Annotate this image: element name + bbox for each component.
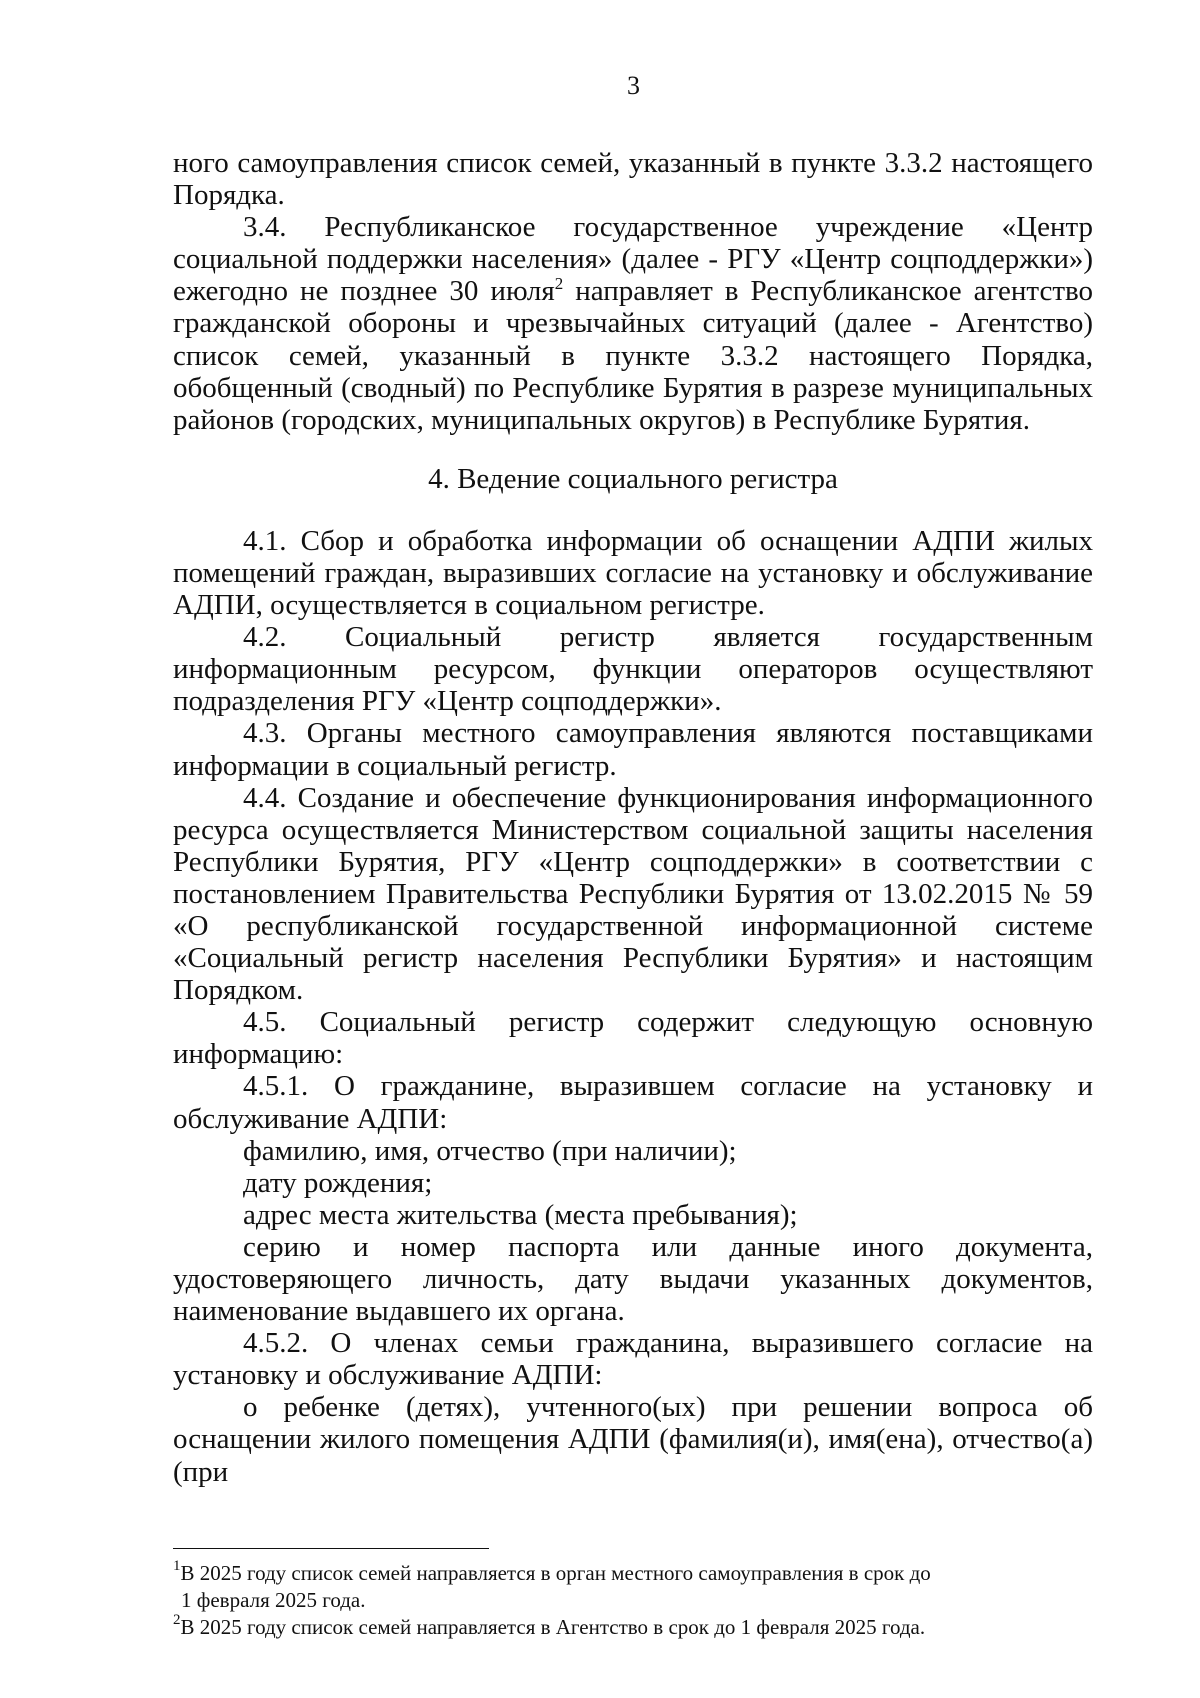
footnotes xyxy=(173,1560,1093,1641)
paragraph-continuation: ного самоуправления список семей, указанный в пункте 3.3.2 настоящего Порядка. xyxy=(173,147,1093,212)
footnote-1-text: В 2025 году список семей направляется в орган местного самоуправления в срок до xyxy=(180,1561,931,1585)
page-number: 3 xyxy=(627,71,640,100)
footnote-2-mark: 2 xyxy=(173,1612,181,1628)
list-item-address: адрес места жительства (места пребывания); xyxy=(243,1198,798,1231)
paragraph-3-4 xyxy=(173,211,1093,436)
spacer xyxy=(173,436,1093,463)
footnote-1-continuation xyxy=(173,1587,1093,1614)
list-item-child: о ребенке (детях), учтенного(ых) при решении вопроса об оснащении жилого помещения АДПИ (фамилия(и), имя(ена), отчество(а) (при xyxy=(173,1391,1093,1488)
paragraph-3-4-text-end: направляет в Республиканское агентство гражданской обороны и чрезвычайных ситуаций (далее - Агентство) список семей, указанный в пункте 3.3.2 настоящего Порядка, обобщенный (сводный) по Республике Бурятия в разрезе муниципальных районов (городских, муниципальных округов) в Республике Бурятия. xyxy=(173,275,1093,436)
paragraph-4-5-2: 4.5.2. О членах семьи гражданина, выразившего согласие на установку и обслуживание АДПИ: xyxy=(173,1327,1093,1392)
footnote-ref-2: 2 xyxy=(554,274,564,294)
paragraph-4-2: 4.2. Социальный регистр является государственным информационным ресурсом, функции операторов осуществляют подразделения РГУ «Центр соцподдержки». xyxy=(173,621,1093,718)
paragraph-4-5-1: 4.5.1. О гражданине, выразившем согласие на установку и обслуживание АДПИ: xyxy=(173,1070,1093,1135)
footnote-2-text: В 2025 году список семей направляется в Агентство в срок до 1 февраля 2025 года. xyxy=(180,1615,926,1639)
paragraph-3-4-text-start: 3.4. Республиканское государственное учреждение «Центр социальной поддержки населения» (далее - РГУ «Центр соцподдержки») ежегодно не позднее 30 июля xyxy=(173,211,1093,308)
footnote-1-mark: 1 xyxy=(173,1558,181,1574)
document-body xyxy=(173,147,1093,1488)
paragraph-4-4: 4.4. Создание и обеспечение функционирования информационного ресурса осуществляется Министерством социальной защиты населения Республики Бурятия, РГУ «Центр соцподдержки» в соответствии с постановлением Правительства Республики Бурятия от 13.02.2015 № 59 «О республиканской государственной информационной системе «Социальный регистр населения Республики Бурятия» и настоящим Порядком. xyxy=(173,781,1093,1007)
paragraph-4-3: 4.3. Органы местного самоуправления являются поставщиками информации в социальный регистр. xyxy=(173,717,1093,782)
footnote-1 xyxy=(173,1560,1093,1587)
footnote-1-text-end: 1 февраля 2025 года. xyxy=(181,1588,366,1612)
paragraph-4-5: 4.5. Социальный регистр содержит следующую основную информацию: xyxy=(173,1006,1093,1071)
footnote-2 xyxy=(173,1614,1093,1641)
paragraph-4-1: 4.1. Сбор и обработка информации об оснащении АДПИ жилых помещений граждан, выразивших согласие на установку и обслуживание АДПИ, осуществляется в социальном регистре. xyxy=(173,524,1093,622)
list-item-passport: серию и номер паспорта или данные иного документа, удостоверяющего личность, дату выдачи указанных документов, наименование выдавшего их органа. xyxy=(173,1230,1093,1328)
section-heading: 4. Ведение социального регистра xyxy=(428,462,838,495)
spacer xyxy=(173,495,1093,525)
list-item-name: фамилию, имя, отчество (при наличии); xyxy=(243,1134,737,1167)
list-item-birth-date: дату рождения; xyxy=(243,1166,433,1199)
footnote-divider xyxy=(173,1548,489,1549)
